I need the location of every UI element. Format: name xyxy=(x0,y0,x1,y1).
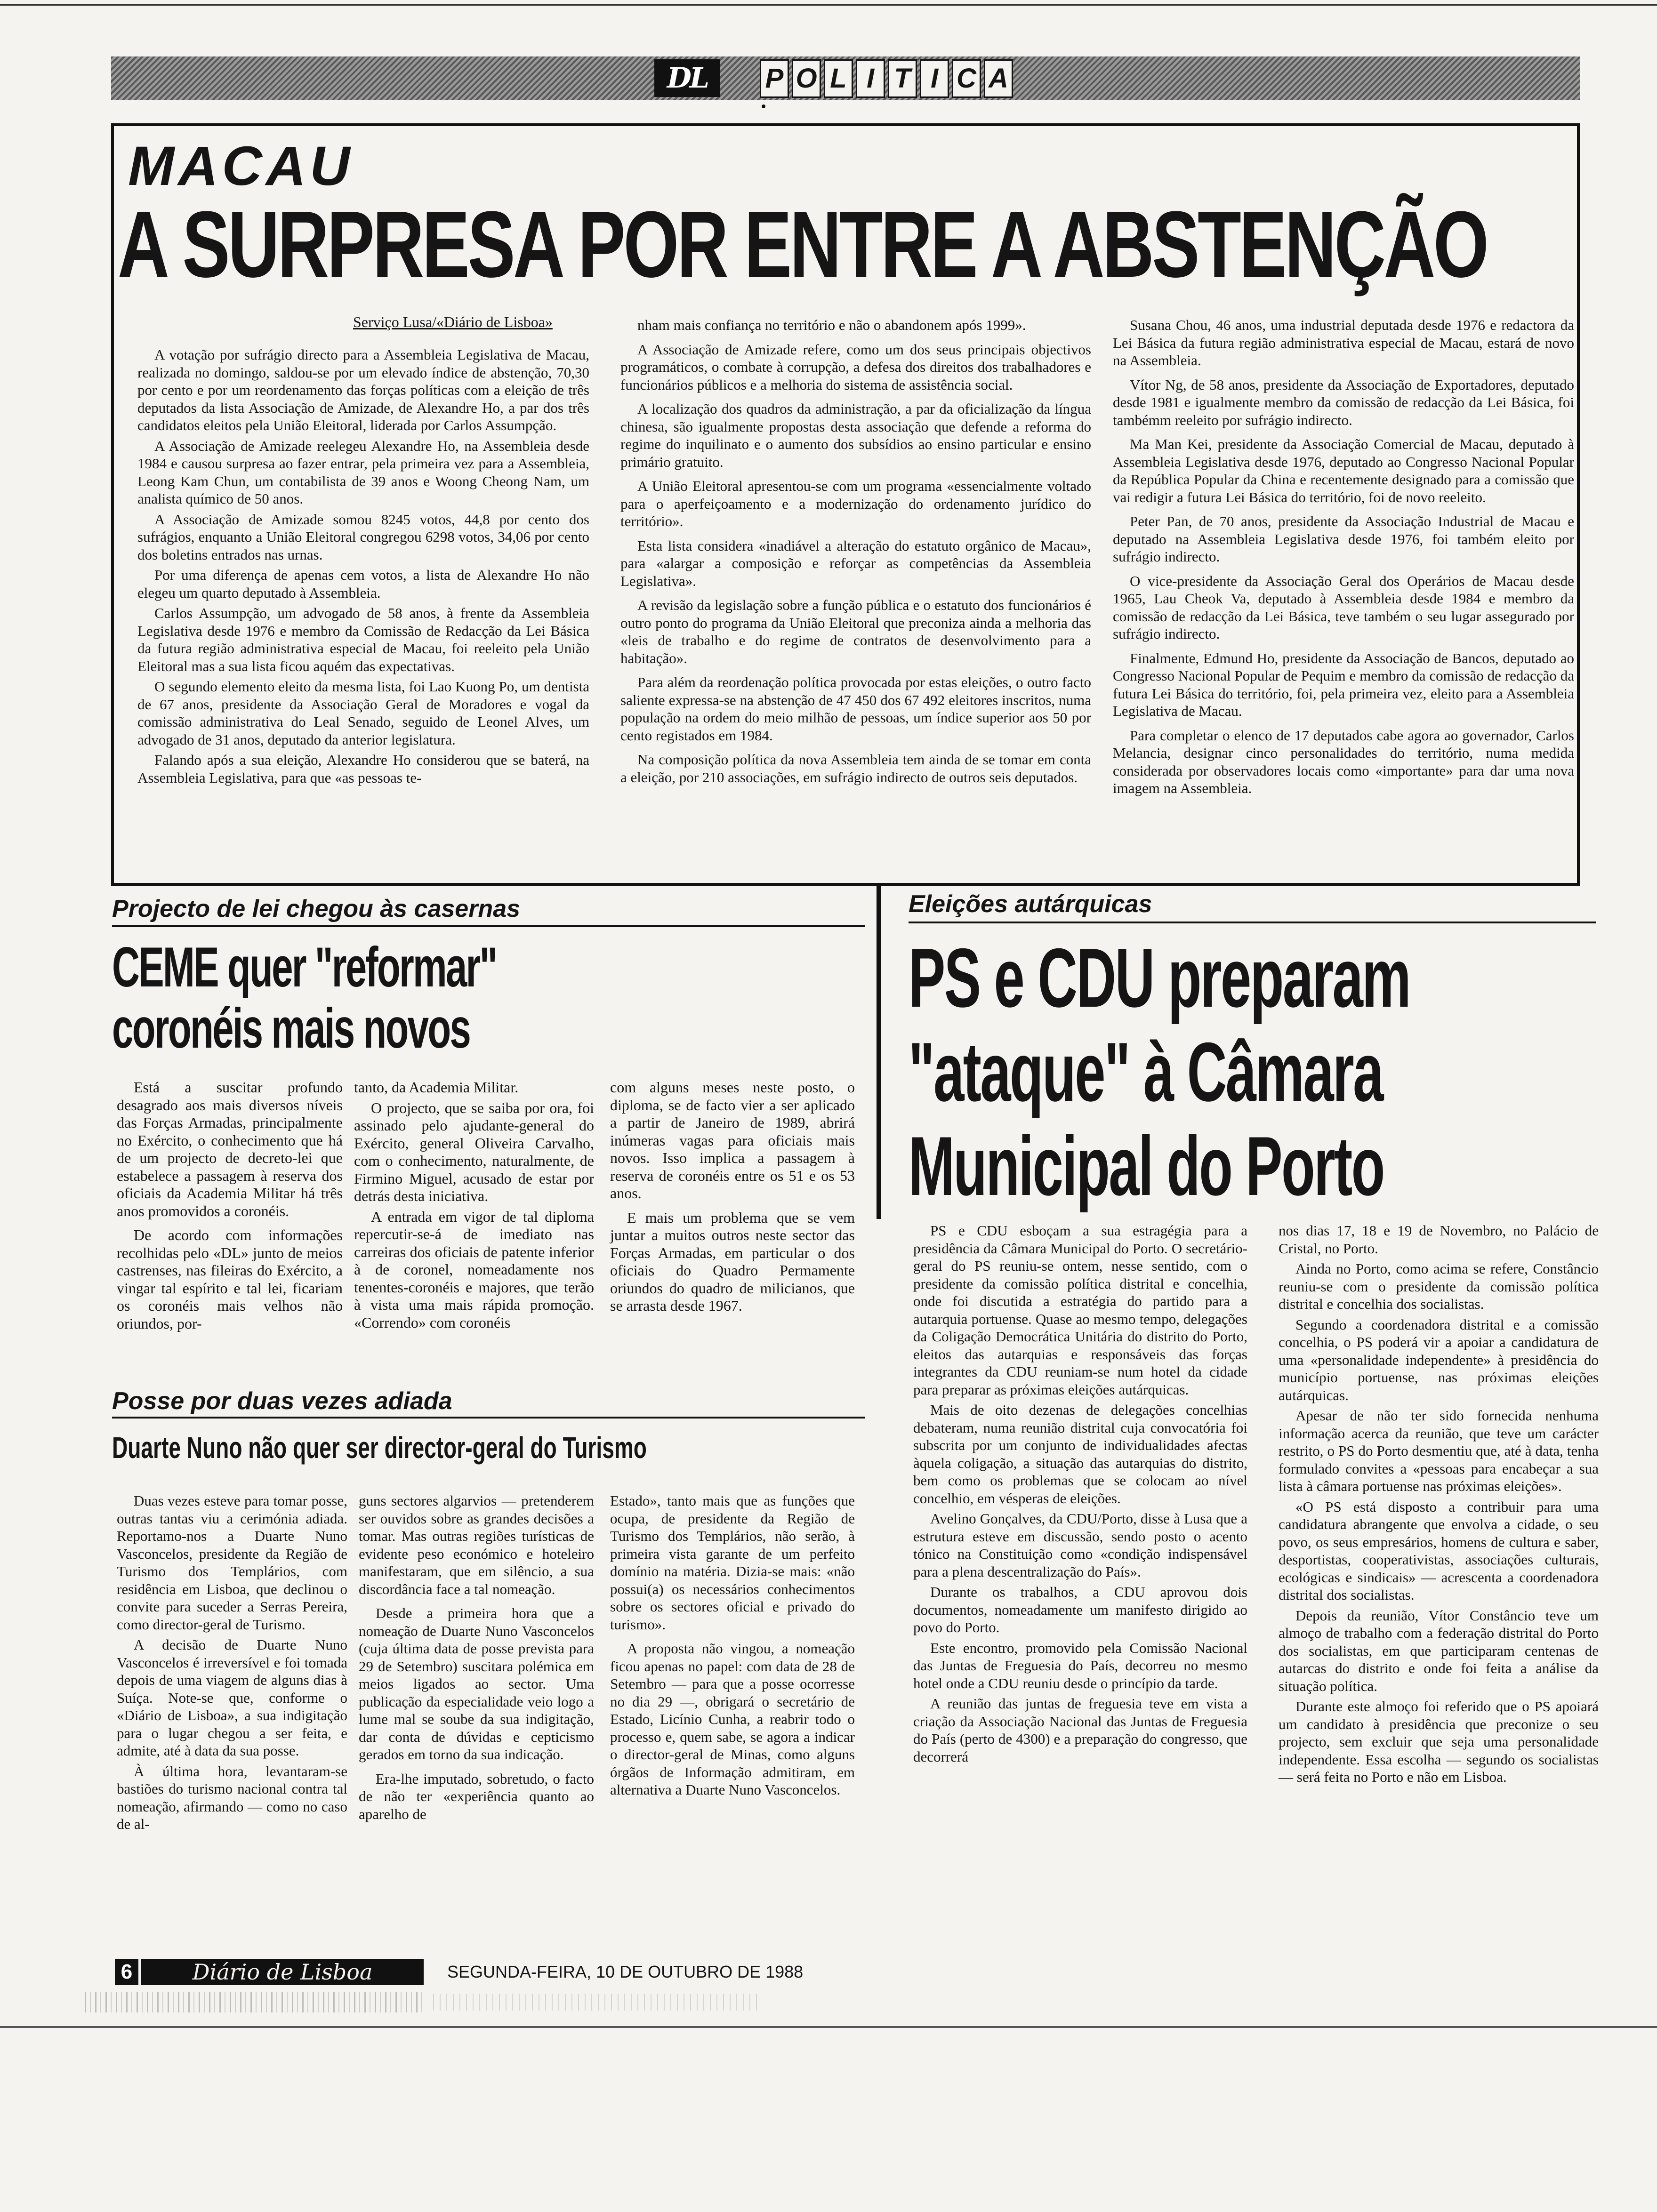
paragraph: Depois da reunião, Vítor Constâncio teve um almoço de trabalho com a federação distrital do Porto dos socialistas, em que participaram centenas de autarcas do distrito e onde foi feita a análise da situação política. xyxy=(1279,1607,1599,1694)
paragraph: Duas vezes esteve para tomar posse, outras tantas viu a cerimónia adiada. Reportamo-nos a Duarte Nuno Vasconcelos, presidente da Região de Turismo dos Templários, com residência em Lisboa, que declinou o convite para suceder a Serras Pereira, como director-geral de Turismo. xyxy=(117,1492,347,1633)
section-letter: L xyxy=(824,59,853,98)
paragraph: Durante os trabalhos, a CDU aprovou dois documentos, nomeadamente um manifesto dirigido ao povo do Porto. xyxy=(913,1584,1247,1635)
paragraph: A Associação de Amizade somou 8245 votos, 44,8 por cento dos sufrágios, enquanto a União Eleitoral congregou 6298 votos, 34,06 por cento dos boletins entrados nas urnas. xyxy=(137,511,589,563)
porto-headline-line: PS e CDU preparam xyxy=(909,931,1410,1025)
print-noise xyxy=(85,1992,424,2012)
macau-headline: A SURPRESA POR ENTRE A ABSTENÇÃO xyxy=(118,192,1487,297)
paragraph: Era-lhe imputado, sobretudo, o facto de não ter «experiência quanto ao aparelho de xyxy=(359,1770,594,1822)
paragraph: A proposta não vingou, a nomeação ficou apenas no papel: com data de 28 de Setembro — para que a posse ocorresse no dia 29 —, obrigará o secretário de Estado, Licínio Cunha, a reabrir todo o processo e, quem sabe, se agora a indicar o director-geral de Minas, como alguns órgãos de Informação admitiram, em alternativa a Duarte Nuno Vasconcelos. xyxy=(610,1640,855,1798)
paragraph: Finalmente, Edmund Ho, presidente da Associação de Bancos, deputado ao Congresso Nacional Popular de Pequim e membro da comissão de redacção da futura Lei Básica do território, foi, pela primeira vez, eleito para a Assembleia Legislativa de Macau. xyxy=(1113,649,1574,719)
macau-kicker: MACAU xyxy=(128,135,354,197)
duarte-column-2 xyxy=(359,1492,594,1823)
paragraph: PS e CDU esboçam a sua estragégia para a presidência da Câmara Municipal do Porto. O secretário-geral do PS reuniu-se ontem, nesse sentido, com o presidente da comissão política distrital e concelhia, onde foi discutida a estratégia do partido para a autarquia portuense. Quase ao mesmo tempo, delegações da Coligação Democrática Unitária do distrito do Porto, eleitos das autarquias e responsáveis das forças integrantes da CDU reuniam-se num hotel da cidade para preparar as próximas eleições autárquicas. xyxy=(913,1222,1247,1398)
section-letter: I xyxy=(920,59,949,98)
duarte-headline: Duarte Nuno não quer ser director-geral do Turismo xyxy=(112,1431,647,1465)
page-number: 6 xyxy=(115,1959,138,1985)
divider xyxy=(909,922,1596,923)
porto-headline-line: Municipal do Porto xyxy=(909,1119,1384,1213)
ceme-headline-line: coronéis mais novos xyxy=(112,997,470,1060)
paragraph: E mais um problema que se vem juntar a muitos outros neste sector das Forças Armadas, em particular o dos oficiais do Quadro Permamente oriundos do quadro de milicianos, que se arrasta desde 1967. xyxy=(610,1209,855,1314)
paragraph: Para além da reordenação política provocada por estas eleições, o outro facto saliente expressa-se na abstenção de 47 450 dos 67 492 eleitores inscritos, numa população na ordem do meio milhão de pessoas, um índice superior aos 50 por cento registados em 1984. xyxy=(620,674,1091,744)
paragraph: Está a suscitar profundo desagrado aos mais diversos níveis das Forças Armadas, principalmente no Exército, o conhecimento que há de um projecto de decreto-lei que estabelece a passagem à reserva dos oficiais da Academia Militar há três anos promovidos a coronéis. xyxy=(117,1079,343,1219)
macau-column-3 xyxy=(1113,316,1574,797)
porto-kicker: Eleições autárquicas xyxy=(909,890,1152,918)
duarte-column-1 xyxy=(117,1492,347,1833)
porto-column-1 xyxy=(913,1222,1247,1765)
footer-date: SEGUNDA-FEIRA, 10 DE OUTUBRO DE 1988 xyxy=(447,1962,804,1981)
divider xyxy=(112,1417,865,1419)
macau-column-2 xyxy=(620,316,1091,786)
paragraph: Mais de oito dezenas de delegações concelhias debateram, numa reunião distrital cuja convocatória foi subscrita por um conjunto de individualidades afectas àquela coligação, a situação das autarquias do distrito, bem como os problemas que se colocam ao nível concelhio, em vésperas de eleições. xyxy=(913,1402,1247,1507)
porto-headline-line: "ataque" à Câmara xyxy=(909,1025,1383,1119)
section-letter: T xyxy=(888,59,917,98)
column-bar xyxy=(877,885,881,1219)
porto-column-2 xyxy=(1279,1222,1599,1786)
paragraph: A revisão da legislação sobre a função pública e o estatuto dos funcionários é outro ponto do programa da União Eleitoral que preconiza ainda a melhoria das «leis de trabalho e do regime de contratos de desenvolvimento para a habitação». xyxy=(620,597,1091,666)
paragraph: Apesar de não ter sido fornecida nenhuma informação acerca da reunião, que teve um carácter restrito, o PS do Porto desmentiu que, até à data, tenha formulado convites a «pessoas para encabeçar a sua lista à câmara portuense nas próximas eleições». xyxy=(1279,1407,1599,1494)
paragraph: À última hora, levantaram-se bastiões do turismo nacional contra tal nomeação, afirmando — como no caso de al- xyxy=(117,1763,347,1832)
porto-headline xyxy=(909,931,1561,1213)
ceme-kicker: Projecto de lei chegou às casernas xyxy=(112,895,521,922)
section-title xyxy=(760,59,1016,97)
paragraph: Ainda no Porto, como acima se refere, Constâncio reuniu-se com o presidente da comissão política distrital e concelhia dos socialistas. xyxy=(1279,1260,1599,1312)
ceme-headline xyxy=(112,937,624,1059)
paragraph: A entrada em vigor de tal diploma repercutir-se-á de imediato nas carreiras dos oficiais de patente inferior à de coronel, nomeadamente nos tenentes-coronéis e majores, que terão à vista uma mais rápida promoção. «Correndo» com coronéis xyxy=(354,1208,594,1331)
ceme-headline-line: CEME quer "reformar" xyxy=(112,936,497,999)
ceme-column-3 xyxy=(610,1079,855,1315)
paragraph: Susana Chou, 46 anos, uma industrial deputada desde 1976 e redactora da Lei Básica da futura região administrativa especial de Macau, estará de novo na Assembleia. xyxy=(1113,317,1574,369)
divider xyxy=(112,925,865,927)
section-letter: C xyxy=(952,59,981,98)
paragraph: nos dias 17, 18 e 19 de Novembro, no Palácio de Cristal, no Porto. xyxy=(1279,1222,1599,1257)
paragraph: Durante este almoço foi referido que o PS apoiará um candidato à presidência que preconize o seu projecto, sem excluir que seja uma personalidade independente. Essa escolha — segundo os socialistas — será feita no Porto e não em Lisboa. xyxy=(1279,1698,1599,1785)
paragraph: Desde a primeira hora que a nomeação de Duarte Nuno Vasconcelos (cuja última data de posse prevista para 29 de Setembro) suscitara polémica em meios ligados ao sector. Uma publicação da especialidade veio logo a lume mal se soube da sua indigitação, dar conta de dúvidas e cepticismo gerados em torno da sua indicação. xyxy=(359,1605,594,1763)
paragraph: Ma Man Kei, presidente da Associação Comercial de Macau, deputado à Assembleia Legislativa desde 1976, deputado ao Congresso Nacional Popular da República Popular da China e recentemente designado para a comissão que vai redigir a futura Lei Básica do território, foi de novo reeleito. xyxy=(1113,436,1574,505)
paragraph: A localização dos quadros da administração, a par da oficialização da língua chinesa, são igualmente propostas desta associação que defende a reforma do regime do inquilinato e o aumento dos subsídios ao ensino particular e ensino primário gratuito. xyxy=(620,401,1091,470)
paragraph: A votação por sufrágio directo para a Assembleia Legislativa de Macau, realizada no domingo, saldou-se por um elevado índice de abstenção, 70,30 por cento e por um reordenamento das forças políticas com a eleição de três deputados da lista Associação de Amizade, de Alexandre Ho, a par dos três candidatos eleitos pela União Eleitoral, liderada por Carlos Assumpção. xyxy=(137,346,589,433)
paragraph: A reunião das juntas de freguesia teve em vista a criação da Associação Nacional das Juntas de Freguesia do País (perto de 4300) e a preparação do congresso, que decorrerá xyxy=(913,1695,1247,1765)
paragraph: com alguns meses neste posto, o diploma, se de facto vier a ser aplicado a partir de Janeiro de 1989, abrirá inúmeras vagas para oficiais mais novos. Isso implica a passagem à reserva de coronéis entre os 51 e os 53 anos. xyxy=(610,1079,855,1202)
duarte-column-3 xyxy=(610,1492,855,1799)
paragraph: A Associação de Amizade refere, como um dos seus principais objectivos programáticos, o combate à corrupção, a defesa dos direitos dos trabalhadores e funcionários públicos e a melhoria do sistema de assistência social. xyxy=(620,341,1091,393)
paragraph: Peter Pan, de 70 anos, presidente da Associação Industrial de Macau e deputado na Assembleia Legislativa desde 1976, foi também eleito por sufrágio indirecto. xyxy=(1113,513,1574,565)
paragraph: Para completar o elenco de 17 deputados cabe agora ao governador, Carlos Melancia, designar cinco personalidades do território, numa medida considerada por observadores locais como «importante» para dar uma nova imagem na Assembleia. xyxy=(1113,727,1574,796)
paragraph: Estado», tanto mais que as funções que ocupa, de presidente da Região de Turismo dos Templários, não serão, à primeira vista garante de um perfeito domínio na matéria. Dizia-se mais: «não possui(a) os necessários conhecimentos sobre os sectores oficial e privado do turismo». xyxy=(610,1492,855,1633)
print-noise xyxy=(433,1994,763,2011)
paragraph: Falando após a sua eleição, Alexandre Ho considerou que se baterá, na Assembleia Legislativa, para que «as pessoas te- xyxy=(137,752,589,786)
ceme-column-1 xyxy=(117,1079,343,1332)
ceme-column-2 xyxy=(354,1079,594,1331)
paragraph: Vítor Ng, de 58 anos, presidente da Associação de Exportadores, deputado desde 1981 e igualmente membro da comissão de redacção da Lei Básica, foi tambémm reeleito por sufrágio indirecto. xyxy=(1113,376,1574,428)
bottom-border xyxy=(0,2026,1657,2028)
paragraph: Carlos Assumpção, um advogado de 58 anos, à frente da Assembleia Legislativa desde 1976 e membro da Comissão de Redacção da Lei Básica da futura região administrativa especial de Macau, foi reeleito pela União Eleitoral mas a sua lista ficou aquém das expectativas. xyxy=(137,605,589,674)
paragraph: A decisão de Duarte Nuno Vasconcelos é irreversível e foi tomada depois de uma viagem de alguns dias à Suíça. Note-se que, conforme o «Diário de Lisboa», a sua indigitação para o lugar chegou a ser feita, e admite, até à data da sua posse. xyxy=(117,1636,347,1759)
paragraph: Esta lista considera «inadiável a alteração do estatuto orgânico de Macau», para «alargar a composição e reforçar as competências da Assembleia Legislativa». xyxy=(620,537,1091,589)
paragraph: Segundo a coordenadora distrital e a comissão concelhia, o PS poderá vir a apoiar a candidatura de uma «personalidade independente» à presidência do município portuense, nas próximas eleições autárquicas. xyxy=(1279,1316,1599,1403)
paragraph: «O PS está disposto a contribuir para uma candidatura abrangente que envolva a cidade, o seu povo, os seus empresários, homens de cultura e saber, desportistas, cooperativistas, associações culturais, ecológicas e sindicais» — acrescenta a coordenadora distrital dos socialistas. xyxy=(1279,1498,1599,1603)
paragraph: O projecto, que se saiba por ora, foi assinado pelo ajudante-general do Exército, general Oliveira Carvalho, com o conhecimento, naturalmente, de Firmino Miguel, acusado de estar por detrás desta iniciativa. xyxy=(354,1099,594,1204)
duarte-kicker: Posse por duas vezes adiada xyxy=(112,1387,452,1415)
paragraph: tanto, da Academia Militar. xyxy=(354,1079,519,1096)
paragraph: A União Eleitoral apresentou-se com um programa «essencialmente voltado para o aperfeiçoamento e a modernização do ordenamento jurídico do território». xyxy=(620,478,1091,529)
dl-logo: DL xyxy=(654,59,720,97)
macau-byline: Serviço Lusa/«Diário de Lisboa» xyxy=(353,313,553,330)
footer-masthead: Diário de Lisboa xyxy=(141,1959,424,1985)
paragraph: guns sectores algarvios — pretenderem ser ouvidos sobre as grandes decisões a tomar. Mas outras regiões turísticas de evidente peso económico e hoteleiro manifestaram, que em silêncio, a sua discordância face a tal nomeação. xyxy=(359,1492,594,1597)
paragraph: A Associação de Amizade reelegeu Alexandre Ho, na Assembleia desde 1984 e causou surpresa ao fazer entrar, pela primeira vez para a Assembleia, Leong Kam Chun, um contabilista de 39 anos e Woong Cheong Nam, um analista químico de 50 anos. xyxy=(137,437,589,507)
section-letter: I xyxy=(856,59,885,98)
paragraph: Avelino Gonçalves, da CDU/Porto, disse à Lusa que a estrutura esteve em discussão, sendo posto o acento tónico na Constituição como «condição indispensável para a plena descentralização do País». xyxy=(913,1510,1247,1580)
section-letter: A xyxy=(984,59,1013,98)
paragraph: O segundo elemento eleito da mesma lista, foi Lao Kuong Po, um dentista de 67 anos, presidente da Associação Geral de Moradores e vogal da comissão administrativa do Leal Senado, seguido de Leonel Alves, um advogado de 31 anos, deputado da anterior legislatura. xyxy=(137,678,589,748)
paragraph: O vice-presidente da Associação Geral dos Operários de Macau desde 1965, Lau Cheok Va, deputado à Assembleia desde 1984 e membro da comissão de redacção da Lei Básica, teve também o seu lugar assegurado por sufrágio indirecto. xyxy=(1113,572,1574,642)
macau-column-1 xyxy=(137,346,589,786)
paragraph: Este encontro, promovido pela Comissão Nacional das Juntas de Freguesia do País, decorreu no mesmo hotel onde a CDU reuniu desde o princípio da tarde. xyxy=(913,1639,1247,1691)
paragraph: nham mais confiança no território e não o abandonem após 1999». xyxy=(637,317,1026,333)
section-letter: O xyxy=(792,59,821,98)
section-letter: P xyxy=(760,59,789,98)
paragraph: De acordo com informações recolhidas pelo «DL» junto de meios castrenses, nas fileiras do Exército, a vingar tal espírito e tal lei, ficariam os coronéis mais velhos não oriundos, por- xyxy=(117,1226,343,1332)
top-border xyxy=(0,4,1657,6)
paragraph: Por uma diferença de apenas cem votos, a lista de Alexandre Ho não elegeu um quarto deputado à Assembleia. xyxy=(137,567,589,601)
dot-mark xyxy=(762,104,765,108)
paragraph: Na composição política da nova Assembleia tem ainda de se tomar em conta a eleição, por 210 associações, em sufrágio indirecto de outros seis deputados. xyxy=(620,751,1091,785)
